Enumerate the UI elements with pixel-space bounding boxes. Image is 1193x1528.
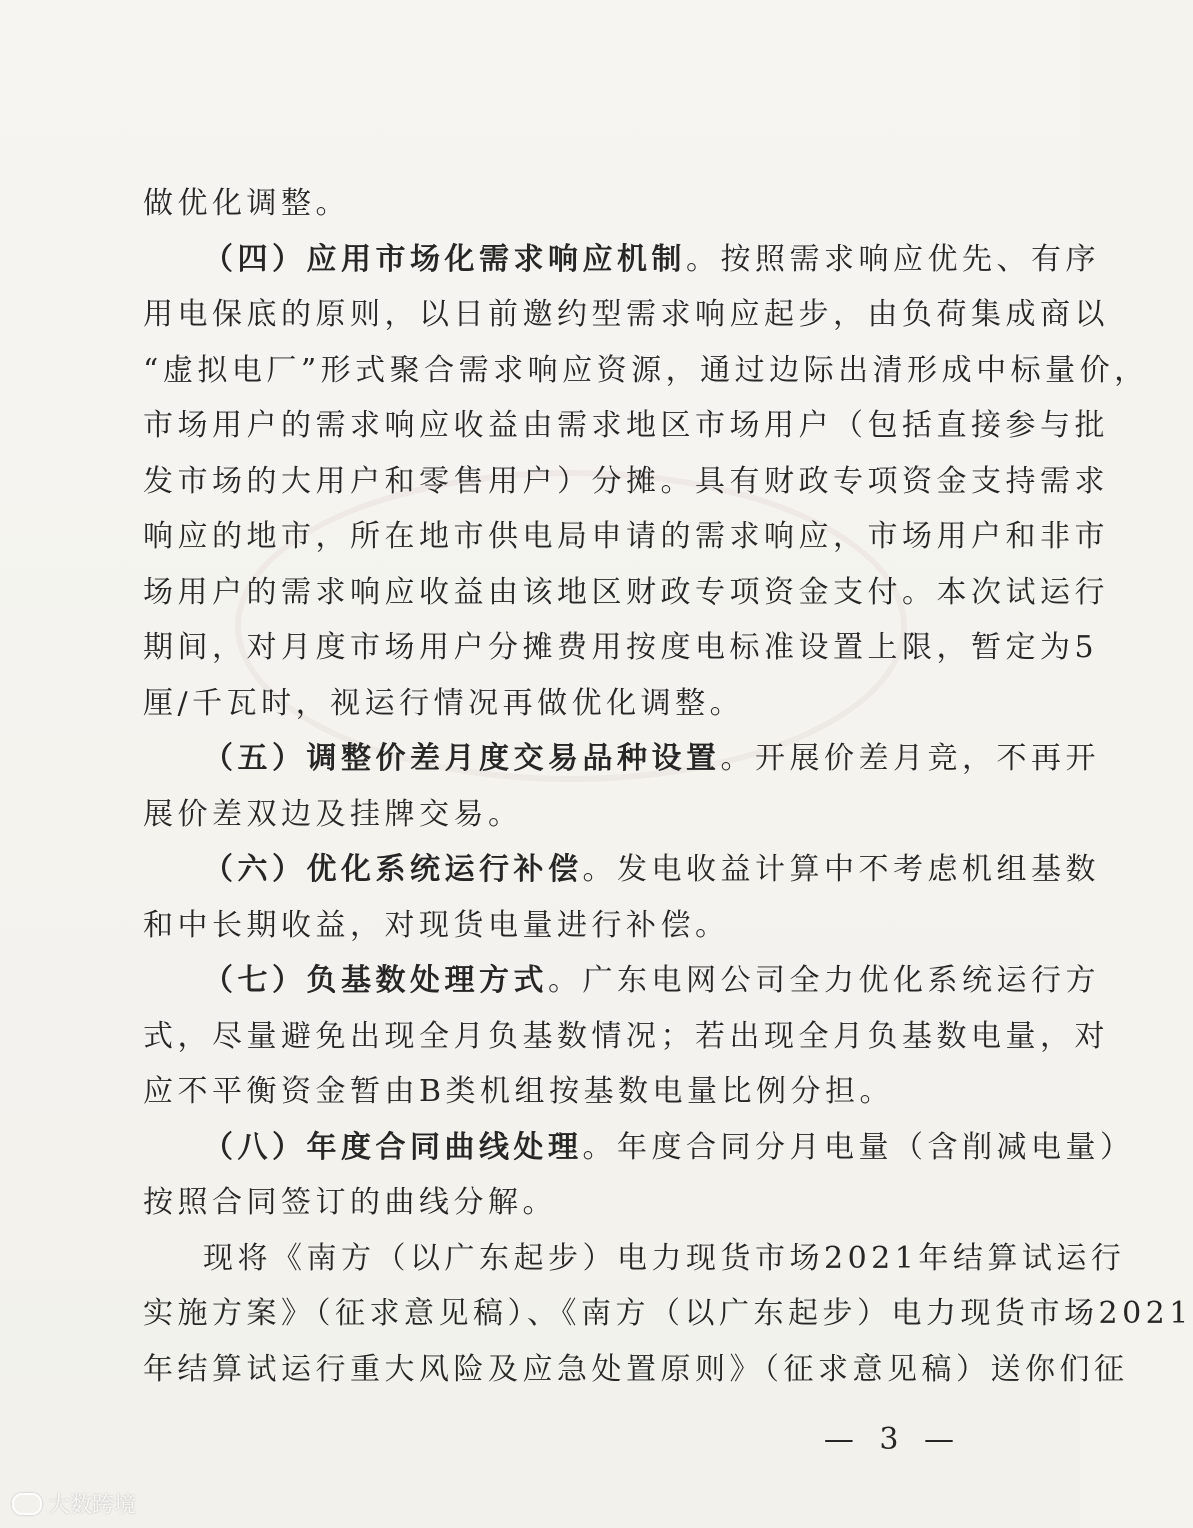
text-line: 场用户的需求响应收益由该地区财政专项资金支付。本次试运行: [143, 574, 1109, 610]
text-run: 。开展价差月竞，不再开: [720, 741, 1100, 776]
text-line: 市场用户的需求响应收益由需求地区市场用户（包括直接参与批: [143, 408, 1109, 443]
page-number: — 3 —: [823, 1422, 962, 1457]
text-line: 应不平衡资金暂由B类机组按基数电量比例分担。: [143, 1074, 895, 1109]
text-line: 按照合同签订的曲线分解。: [143, 1185, 557, 1220]
text-run: 。发电收益计算中不考虑机组基数: [582, 852, 1100, 887]
paragraph-heading: （七）负基数处理方式: [203, 963, 548, 998]
text-line: 和中长期收益，对现货电量进行补偿。: [143, 907, 730, 943]
text-line: 用电保底的原则，以日前邀约型需求响应起步，由负荷集成商以: [143, 297, 1109, 332]
weibo-icon: [12, 1493, 42, 1515]
watermark-text: 大数跨境: [48, 1493, 137, 1518]
paragraph-six-first-line: [143, 842, 1100, 898]
paragraph-four-first-line: [143, 232, 1100, 288]
paragraph-heading: （四）应用市场化需求响应机制: [203, 241, 686, 277]
paragraph-seven-first-line: [143, 953, 1100, 1009]
text-line: 实施方案》（征求意见稿）、《南方（以广东起步）电力现货市场2021: [143, 1296, 1193, 1331]
text-run: 。年度合同分月电量（含削减电量）: [582, 1129, 1135, 1165]
text-line: 厘/千瓦时，视运行情况再做优化调整。: [143, 685, 745, 721]
text-run: 。按照需求响应优先、有序: [686, 241, 1100, 277]
paragraph-heading: （八）年度合同曲线处理: [203, 1129, 583, 1165]
text-line: 年结算试运行重大风险及应急处置原则》（征求意见稿）送你们征: [143, 1351, 1129, 1387]
text-line: 展价差双边及挂牌交易。: [143, 796, 523, 832]
text-line: 式，尽量避免出现全月负基数情况；若出现全月负基数电量，对: [143, 1018, 1109, 1054]
text-line: “虚拟电厂”形式聚合需求响应资源，通过边际出清形成中标量价，: [143, 352, 1149, 388]
text-run: 。广东电网公司全力优化系统运行方: [548, 963, 1100, 998]
text-line: 响应的地市，所在地市供电局申请的需求响应，市场用户和非市: [143, 519, 1109, 554]
text-line: 发市场的大用户和零售用户）分摊。具有财政专项资金支持需求: [143, 463, 1109, 499]
paragraph-five-first-line: [143, 731, 1100, 787]
text-line: 现将《南方（以广东起步）电力现货市场2021年结算试运行: [203, 1240, 1126, 1276]
paragraph-eight-first-line: [143, 1120, 1135, 1176]
paragraph-heading: （五）调整价差月度交易品种设置: [203, 741, 721, 776]
text-line: 期间，对月度市场用户分摊费用按度电标准设置上限，暂定为5: [143, 630, 1099, 665]
paragraph-heading: （六）优化系统运行补偿: [203, 852, 583, 887]
text-line: 做优化调整。: [143, 186, 350, 221]
body-text: [143, 176, 1193, 1397]
watermark: [12, 1488, 136, 1519]
